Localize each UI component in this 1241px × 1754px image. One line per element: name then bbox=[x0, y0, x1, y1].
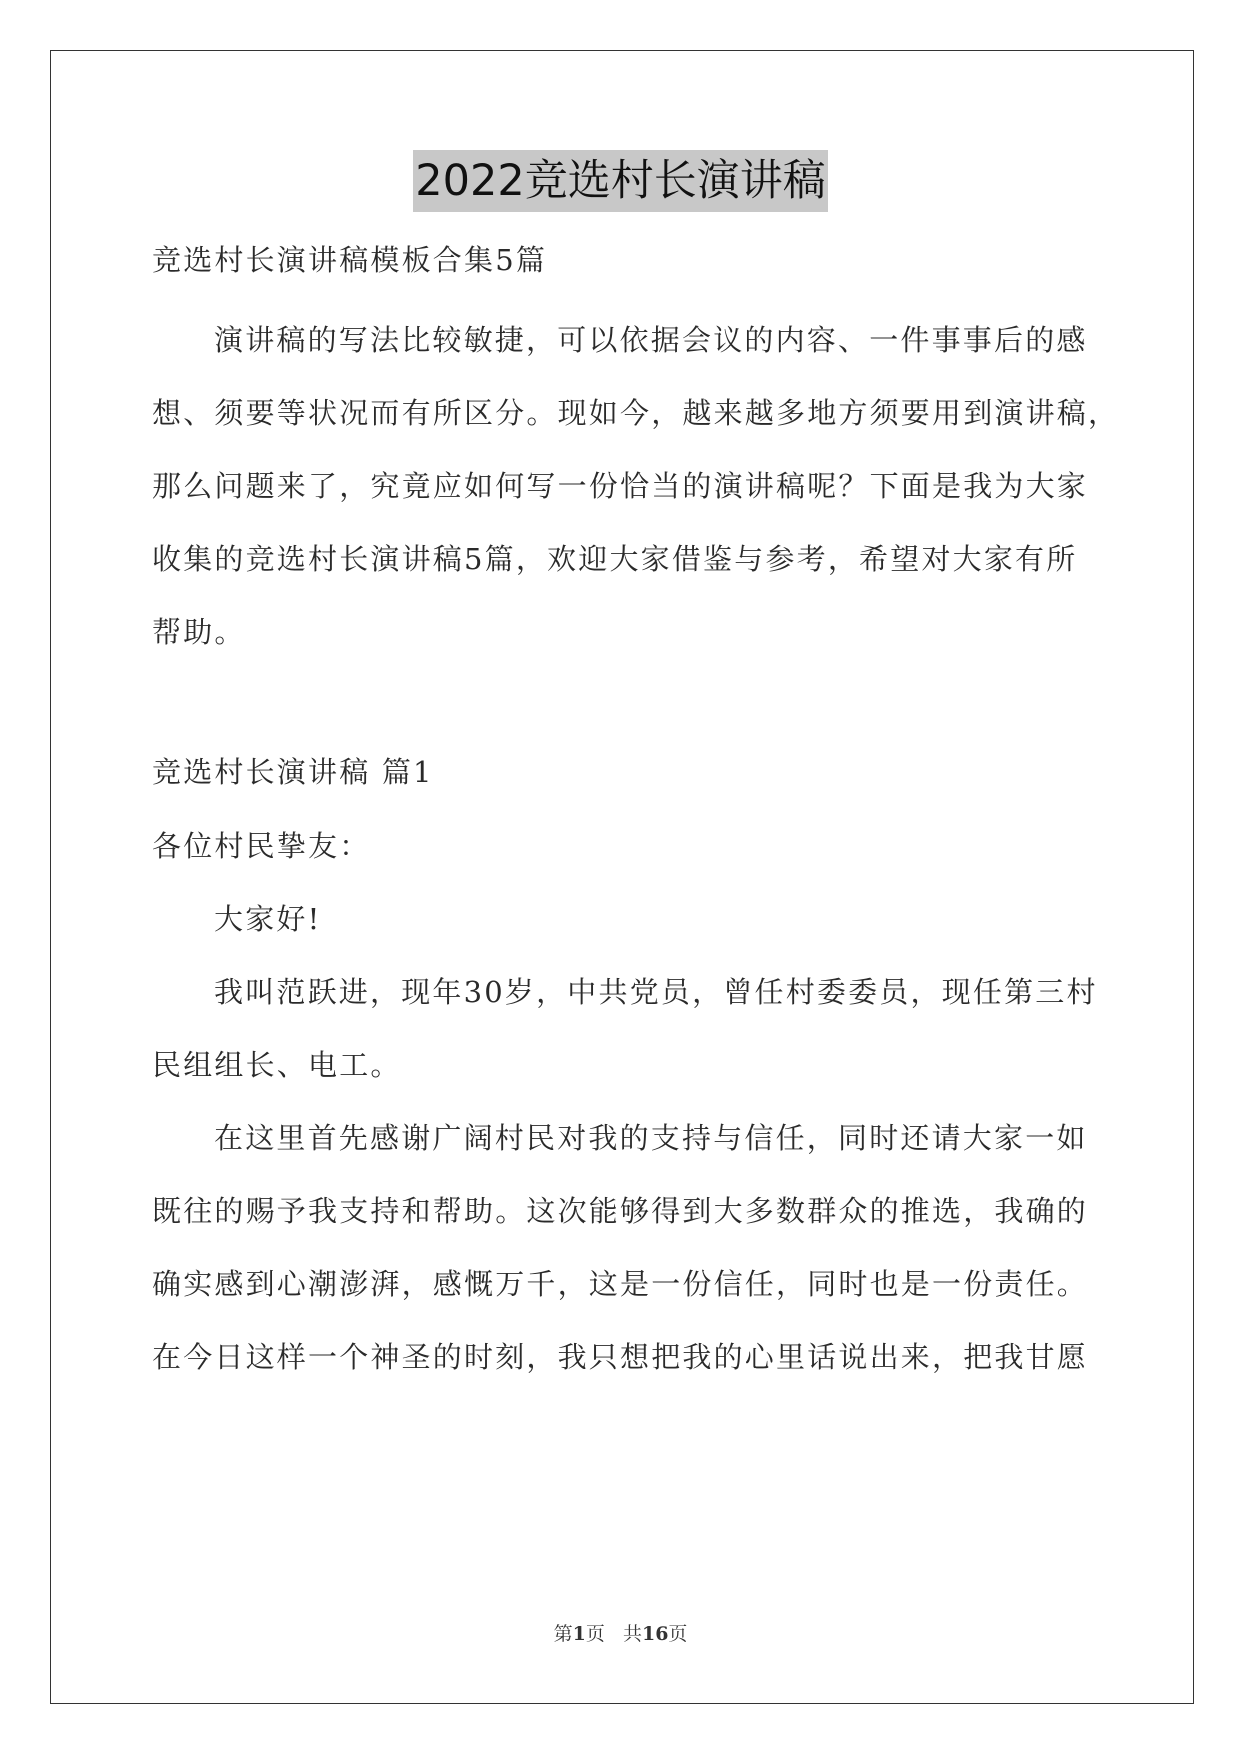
page-prefix: 第 bbox=[553, 1623, 573, 1645]
total-pages: 16 bbox=[641, 1623, 669, 1645]
paragraph-line: 民组组长、电工。 bbox=[152, 1048, 402, 1082]
salutation-line: 各位村民挚友： bbox=[152, 829, 371, 863]
paragraph-line: 帮助。 bbox=[152, 615, 246, 649]
paragraph-line: 在今日这样一个神圣的时刻，我只想把我的心里话说出来，把我甘愿 bbox=[152, 1340, 1089, 1374]
paragraph-line: 既往的赐予我支持和帮助。这次能够得到大多数群众的推选，我确的 bbox=[152, 1194, 1089, 1228]
page-border bbox=[50, 50, 1194, 1704]
page-footer bbox=[0, 1622, 1241, 1646]
paragraph-line: 收集的竞选村长演讲稿5篇，欢迎大家借鉴与参考，希望对大家有所 bbox=[152, 542, 1078, 576]
total-prefix: 共 bbox=[622, 1623, 642, 1645]
section-heading: 竞选村长演讲稿 篇1 bbox=[152, 755, 434, 789]
title-container bbox=[0, 150, 1241, 212]
page-number: 1 bbox=[572, 1623, 586, 1645]
greeting-line: 大家好! bbox=[214, 902, 322, 936]
paragraph-line: 我叫范跃进，现年30岁，中共党员，曾任村委委员，现任第三村 bbox=[214, 975, 1098, 1009]
paragraph-line: 确实感到心潮澎湃，感慨万千，这是一份信任，同时也是一份责任。 bbox=[152, 1267, 1089, 1301]
total-suffix: 页 bbox=[668, 1623, 688, 1645]
paragraph-line: 想、须要等状况而有所区分。现如今，越来越多地方须要用到演讲稿， bbox=[152, 396, 1120, 430]
paragraph-line: 演讲稿的写法比较敏捷，可以依据会议的内容、一件事事后的感 bbox=[214, 323, 1088, 357]
paragraph-line: 在这里首先感谢广阔村民对我的支持与信任，同时还请大家一如 bbox=[214, 1121, 1088, 1155]
subtitle-line: 竞选村长演讲稿模板合集5篇 bbox=[152, 243, 548, 277]
document-title: 2022竞选村长演讲稿 bbox=[413, 150, 827, 212]
page-suffix: 页 bbox=[585, 1623, 605, 1645]
paragraph-line: 那么问题来了，究竟应如何写一份恰当的演讲稿呢？下面是我为大家 bbox=[152, 469, 1089, 503]
